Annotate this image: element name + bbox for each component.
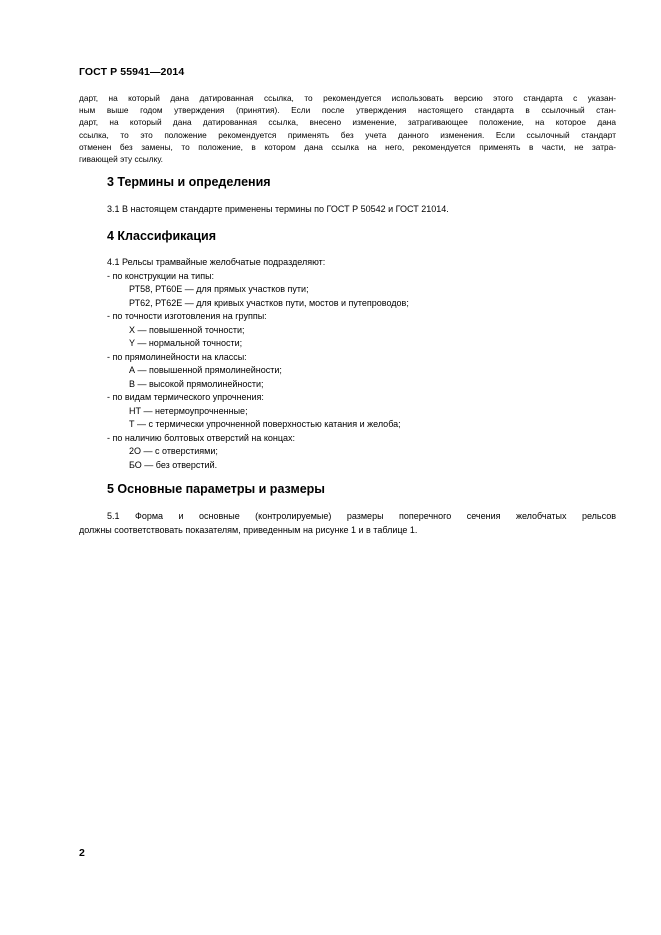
group-item: РТ58, РТ60Е — для прямых участков пути; bbox=[129, 284, 309, 294]
group-item: Т — с термически упрочненной поверхностью катания и желоба; bbox=[129, 419, 401, 429]
group-item: НТ — нетермоупрочненные; bbox=[129, 405, 248, 416]
section-3-text: 3.1 В настоящем стандарте применены термины по ГОСТ Р 50542 и ГОСТ 21014. bbox=[107, 204, 449, 214]
group-label: - по точности изготовления на группы: bbox=[107, 311, 267, 321]
section-5-title: 5 Основные параметры и размеры bbox=[107, 482, 325, 496]
group-item: А — повышенной прямолинейности; bbox=[129, 365, 282, 375]
section-5-line: 5.1 Форма и основные (контролируемые) размеры поперечного сечения желобчатых рельсов bbox=[107, 511, 616, 521]
classification-list bbox=[107, 256, 409, 472]
group-item: БО — без отверстий. bbox=[129, 459, 218, 470]
intro-line: ссылка, то это положение рекомендуется применять без учета данного изменения. Если ссылочный стандарт bbox=[79, 129, 616, 140]
intro-line: дарт, на который дана датированная ссылка, внесено изменение, затрагивающее положение, на которое дана bbox=[79, 117, 616, 128]
group-item: РТ62, РТ62Е — для кривых участков пути, мостов и путепроводов; bbox=[129, 297, 409, 308]
section-4-title: 4 Классификация bbox=[107, 229, 217, 243]
section-5-line: должны соответствовать показателям, приведенным на рисунке 1 и в таблице 1. bbox=[79, 524, 418, 535]
group-label: - по прямолинейности на классы: bbox=[107, 351, 247, 362]
group-item: Y — нормальной точности; bbox=[129, 338, 243, 348]
section-3-title: 3 Термины и определения bbox=[107, 175, 271, 189]
section-5-text bbox=[79, 510, 616, 537]
intro-line: отменен без замены, то положение, в котором дана ссылка на него, рекомендуется применять в части, не затра- bbox=[79, 141, 616, 152]
intro-line: гивающей эту ссылку. bbox=[79, 154, 163, 165]
group-label: - по конструкции на типы: bbox=[107, 270, 215, 281]
classification-lead: 4.1 Рельсы трамвайные желобчатые подразделяют: bbox=[107, 257, 326, 267]
group-item: В — высокой прямолинейности; bbox=[129, 378, 264, 389]
group-label: - по видам термического упрочнения: bbox=[107, 392, 264, 402]
intro-line: дарт, на который дана датированная ссылка, то рекомендуется использовать версию этого стандарта с указан- bbox=[79, 93, 616, 103]
intro-line: ным выше годом утверждения (принятия). Если после утверждения настоящего стандарта в ссылочный стан- bbox=[79, 105, 616, 116]
intro-paragraph bbox=[79, 92, 616, 165]
document-header: ГОСТ Р 55941—2014 bbox=[79, 66, 185, 78]
page-number: 2 bbox=[79, 847, 85, 859]
group-item: 2О — с отверстиями; bbox=[129, 446, 218, 456]
group-item: Х — повышенной точности; bbox=[129, 324, 245, 335]
group-label: - по наличию болтовых отверстий на концах: bbox=[107, 432, 296, 443]
